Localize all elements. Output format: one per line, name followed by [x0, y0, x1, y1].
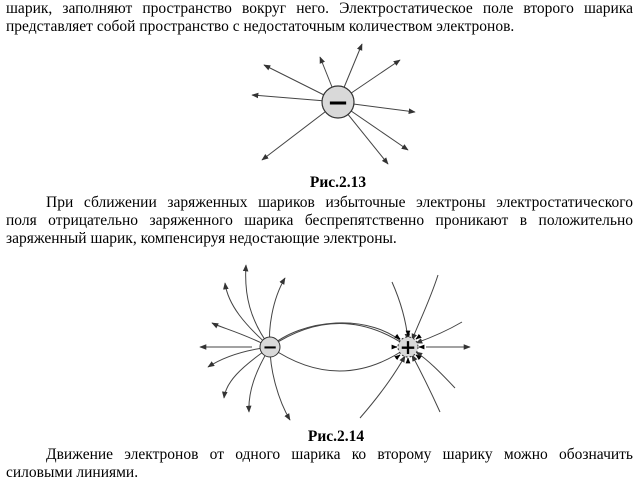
field-line: [392, 282, 408, 340]
paragraph-line: представляет собой пространство с недостаточным количеством электронов.: [6, 18, 515, 35]
figure-caption: Рис.2.14: [307, 428, 365, 445]
negative-sign: −: [327, 88, 349, 118]
field-line: [412, 275, 438, 340]
figure-2-14-opposite-charges-field: [0, 258, 641, 428]
field-line: [270, 324, 408, 348]
field-line: [360, 356, 405, 418]
field-line: [270, 347, 408, 371]
paragraph-line: поля отрицательно заряженного шарика беспрепятственно проникают в положительно: [6, 212, 633, 229]
field-line: [416, 352, 455, 388]
paragraph-line: заряженный шарик, компенсируя недостающие электроны.: [6, 230, 397, 247]
field-line: [416, 322, 462, 343]
positive-sign: +: [399, 335, 417, 359]
paragraph-line: При сближении заряженных шариков избыточные электроны электростатического: [46, 194, 633, 211]
field-line: [412, 355, 440, 412]
figure-2-13-negative-charge-field: [0, 40, 641, 175]
figure-caption: Рис.2.13: [309, 174, 367, 191]
paragraph-line: шарик, заполняют пространство вокруг него. Электростатическое поле второго шарика: [6, 0, 633, 17]
paragraph-line: Движение электронов от одного шарика ко второму шарику можно обозначить: [46, 446, 633, 463]
field-line: [246, 265, 270, 347]
negative-sign: −: [262, 337, 278, 358]
paragraph-line: силовыми линиями.: [6, 464, 139, 481]
